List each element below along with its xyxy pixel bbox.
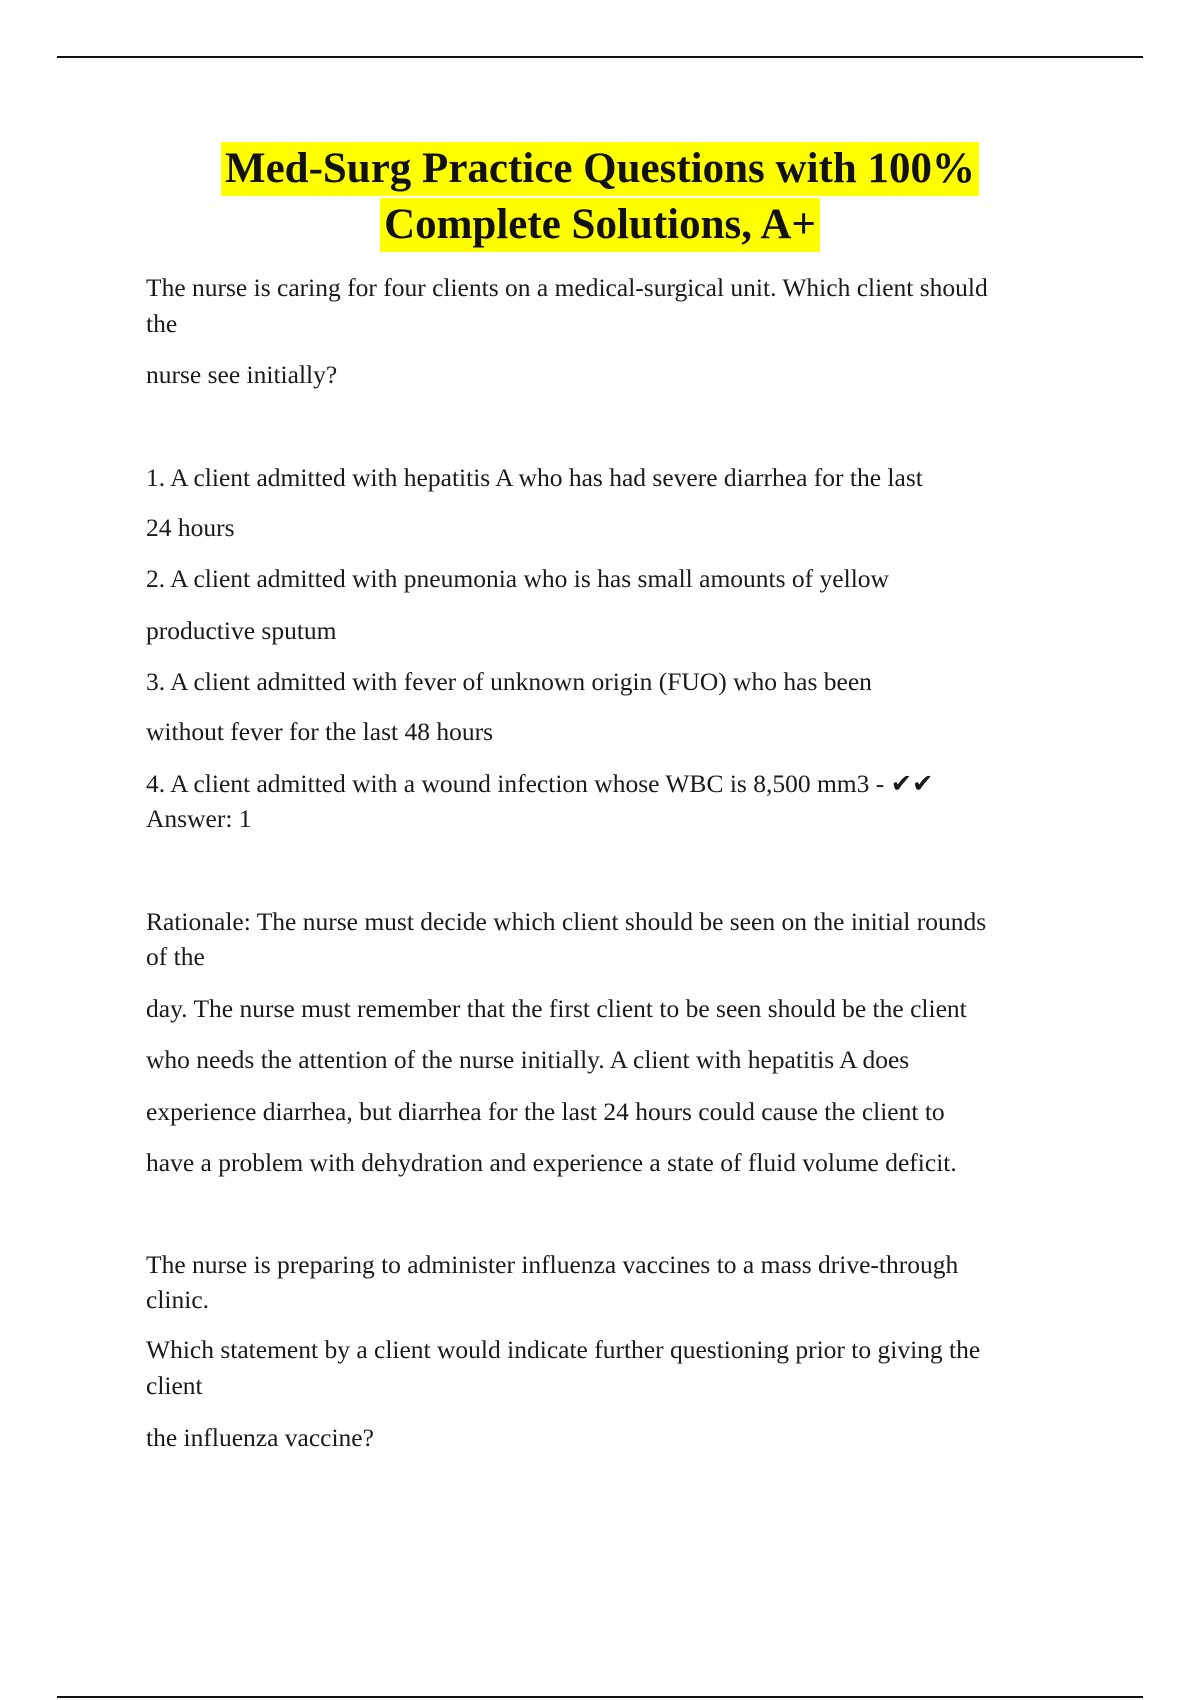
question-2-stem-line: The nurse is preparing to administer influenza vaccines to a mass drive-through <box>146 1250 959 1279</box>
question-2-stem-line: Which statement by a client would indicate further questioning prior to giving the <box>146 1335 981 1364</box>
option-2-line: 2. A client admitted with pneumonia who is has small amounts of yellow <box>146 564 889 593</box>
question-2-stem-line: the influenza vaccine? <box>146 1423 374 1452</box>
header-rule <box>57 56 1143 58</box>
option-4-line: 4. A client admitted with a wound infection whose WBC is 8,500 mm3 - ✔✔ <box>146 769 934 798</box>
option-3-line: 3. A client admitted with fever of unknown origin (FUO) who has been <box>146 667 872 696</box>
rationale-line: have a problem with dehydration and experience a state of fluid volume deficit. <box>146 1148 957 1177</box>
footer-rule <box>57 1696 1143 1698</box>
option-2-line: productive sputum <box>146 616 337 645</box>
answer-text: Answer: 1 <box>146 804 252 833</box>
rationale-line: day. The nurse must remember that the first client to be seen should be the client <box>146 994 967 1023</box>
document-title <box>0 142 1200 254</box>
title-line-2: Complete Solutions, A+ <box>380 198 820 252</box>
option-3-line: without fever for the last 48 hours <box>146 717 494 746</box>
question-2-stem-line: clinic. <box>146 1285 210 1314</box>
option-1-line: 24 hours <box>146 513 235 542</box>
rationale-line: experience diarrhea, but diarrhea for the last 24 hours could cause the client to <box>146 1097 945 1126</box>
option-1-line: 1. A client admitted with hepatitis A who has had severe diarrhea for the last <box>146 463 923 492</box>
rationale-line: of the <box>146 942 205 971</box>
rationale-line: Rationale: The nurse must decide which client should be seen on the initial rounds <box>146 907 987 936</box>
question-1-stem-line: the <box>146 309 178 338</box>
question-1-stem-line: nurse see initially? <box>146 360 338 389</box>
question-1-stem-line: The nurse is caring for four clients on a medical-surgical unit. Which client should <box>146 273 988 302</box>
title-line-1: Med-Surg Practice Questions with 100% <box>221 142 979 196</box>
question-2-stem-line: client <box>146 1371 203 1400</box>
rationale-line: who needs the attention of the nurse initially. A client with hepatitis A does <box>146 1045 910 1074</box>
